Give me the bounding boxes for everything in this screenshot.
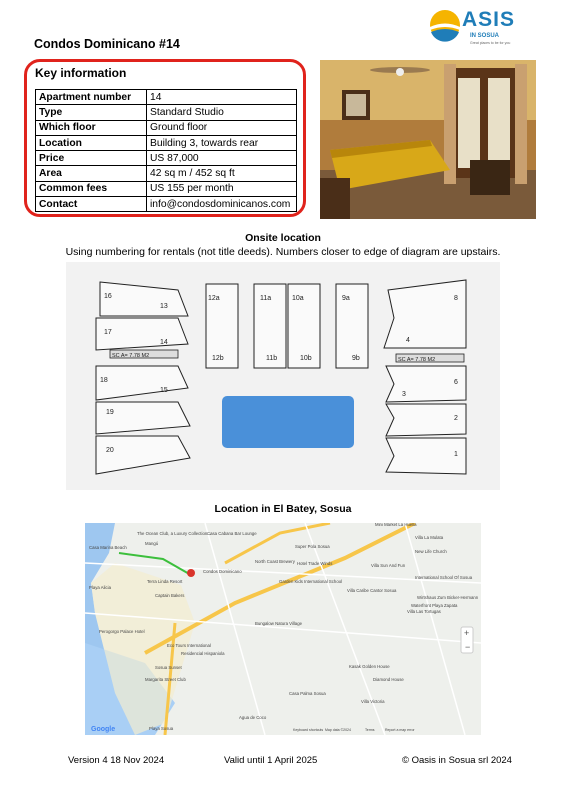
map-place-label: Villa Caribe Cantor Sosua (347, 588, 397, 593)
map-place-label: Mangú (145, 541, 159, 546)
unit-label: 14 (160, 339, 168, 346)
logo-wordmark: ASIS (462, 8, 516, 31)
key-info-value: info@condosdominicanos.com (147, 197, 297, 212)
map-place-label: Hotel Trade Winds (297, 561, 333, 566)
map-place-label: The Ocean Club, a Luxury Collection... (137, 531, 211, 536)
map-place-label: Condos Dominicano (203, 569, 242, 574)
unit-label: 20 (106, 447, 114, 454)
map-attribution: Google (91, 726, 116, 733)
map-place-label: Margarita Street Club (145, 677, 186, 682)
location-map[interactable] (85, 523, 481, 735)
key-info-label: Price (36, 151, 147, 166)
unit-label: 13 (160, 303, 168, 310)
unit-label: 4 (406, 337, 410, 344)
footer-valid: Valid until 1 April 2025 (224, 755, 318, 766)
map-place-label: Eco Tours International (167, 643, 211, 648)
map-place-label: Diamond House (373, 677, 404, 682)
unit-label: 12b (212, 355, 224, 362)
unit-label: 3 (402, 391, 406, 398)
unit-label: 15 (160, 387, 168, 394)
unit-label: 12a (208, 295, 220, 302)
map-place-label: North Coast Brewery (255, 559, 295, 564)
key-info-row (36, 90, 297, 105)
map-place-label: Agua de Coco (239, 715, 267, 720)
map-place-label: Casa Cabana Bar Lounge (207, 531, 257, 536)
map-place-label: Bungalow Natura Village (255, 621, 302, 626)
unit-label: 17 (104, 329, 112, 336)
map-place-label: Playa Sosua (149, 726, 174, 731)
key-info-label: Location (36, 135, 147, 150)
key-info-label: Type (36, 105, 147, 120)
key-info-label: Contact (36, 197, 147, 212)
map-place-label: Playa Alicia (89, 585, 111, 590)
map-place-label: International School Of Sosua (415, 575, 473, 580)
map-place-label: Sosua Sunset (155, 665, 182, 670)
key-info-value: 42 sq m / 452 sq ft (147, 166, 297, 181)
key-info-value: Building 3, towards rear (147, 135, 297, 150)
key-info-heading: Key information (35, 66, 127, 80)
map-place-label: Perogorgo Palace Hotel (99, 629, 145, 634)
condo-location-pin (187, 569, 195, 577)
logo-tagline: Great places to be for you (470, 41, 511, 45)
map-place-label: Terms (365, 728, 375, 732)
key-info-row (36, 197, 297, 212)
unit-label: 2 (454, 415, 458, 422)
unit-label: 11a (260, 295, 272, 302)
map-place-label: Terra Linda Resort (147, 579, 183, 584)
map-place-label: Casa Palma Sosua (289, 691, 326, 696)
page-title: Condos Dominicano #14 (34, 37, 180, 51)
key-info-label: Apartment number (36, 90, 147, 105)
key-info-label: Area (36, 166, 147, 181)
unit-label: 1 (454, 451, 458, 458)
map-place-label: New Life Church (415, 549, 447, 554)
key-info-row (36, 166, 297, 181)
map-heading: Location in El Batey, Sosua (214, 503, 352, 515)
key-info-row (36, 120, 297, 135)
key-info-value: US 155 per month (147, 181, 297, 196)
footer-copyright: © Oasis in Sosua srl 2024 (402, 755, 512, 766)
map-place-label: Captain Bakers (155, 593, 185, 598)
logo-subtitle: IN SOSUA (470, 33, 500, 39)
onsite-heading: Onsite location (245, 232, 321, 244)
map-place-label: Keyboard shortcuts (293, 728, 324, 732)
logo-sun-icon (428, 8, 462, 42)
map-place-label: Map data ©2024 (325, 728, 351, 732)
apartment-photo (320, 60, 536, 219)
map-place-label: Wirtshaus Zum Bicker-Hermann (417, 595, 479, 600)
key-info-value: Standard Studio (147, 105, 297, 120)
zoom-out-icon: − (465, 642, 471, 652)
key-info-row (36, 135, 297, 150)
sc-label: SC A= 7.78 M2 (398, 357, 436, 363)
unit-label: 8 (454, 295, 458, 302)
unit-label: 10a (292, 295, 304, 302)
unit-label: 19 (106, 409, 114, 416)
map-place-label: Villa Las Tortugas (407, 609, 441, 614)
map-place-label: Villa La Mulata (415, 535, 444, 540)
sc-label: SC A= 7.78 M2 (112, 353, 150, 359)
oasis-logo (428, 6, 528, 48)
unit-label: 16 (104, 293, 112, 300)
unit-label: 11b (266, 355, 278, 362)
unit-label: 9b (352, 355, 360, 362)
footer-version: Version 4 18 Nov 2024 (68, 755, 165, 766)
map-place-label: Villa Victoria (361, 699, 385, 704)
key-info-row (36, 151, 297, 166)
map-place-label: Garden Kids International School (279, 579, 343, 584)
unit-label: 18 (100, 377, 108, 384)
key-info-label: Which floor (36, 120, 147, 135)
key-info-label: Common fees (36, 181, 147, 196)
map-place-label: Villa Sun And Fun (371, 563, 406, 568)
onsite-note: Using numbering for rentals (not title deeds). Numbers closer to edge of diagram are upstairs. (65, 246, 501, 258)
key-info-table (35, 89, 297, 212)
map-place-label: Waterfront Playa Zapata (411, 603, 458, 608)
map-place-label: Super Pola Sosua (295, 544, 330, 549)
unit-label: 9a (342, 295, 350, 302)
zoom-in-icon: + (464, 628, 470, 638)
key-info-row (36, 105, 297, 120)
unit-label: 10b (300, 355, 312, 362)
key-info-value: 14 (147, 90, 297, 105)
map-place-label: Residencial Hispaniola (181, 651, 225, 656)
site-diagram (66, 262, 500, 490)
key-info-value: Ground floor (147, 120, 297, 135)
map-place-label: Report a map error (385, 728, 415, 732)
swimming-pool (222, 396, 354, 448)
key-info-value: US 87,000 (147, 151, 297, 166)
map-place-label: Casa Marina Beach (89, 545, 127, 550)
key-info-row (36, 181, 297, 196)
map-place-label: Kasak Golden House (349, 664, 390, 669)
unit-label: 6 (454, 379, 458, 386)
map-place-label: Mini Market La Huella (375, 523, 417, 527)
